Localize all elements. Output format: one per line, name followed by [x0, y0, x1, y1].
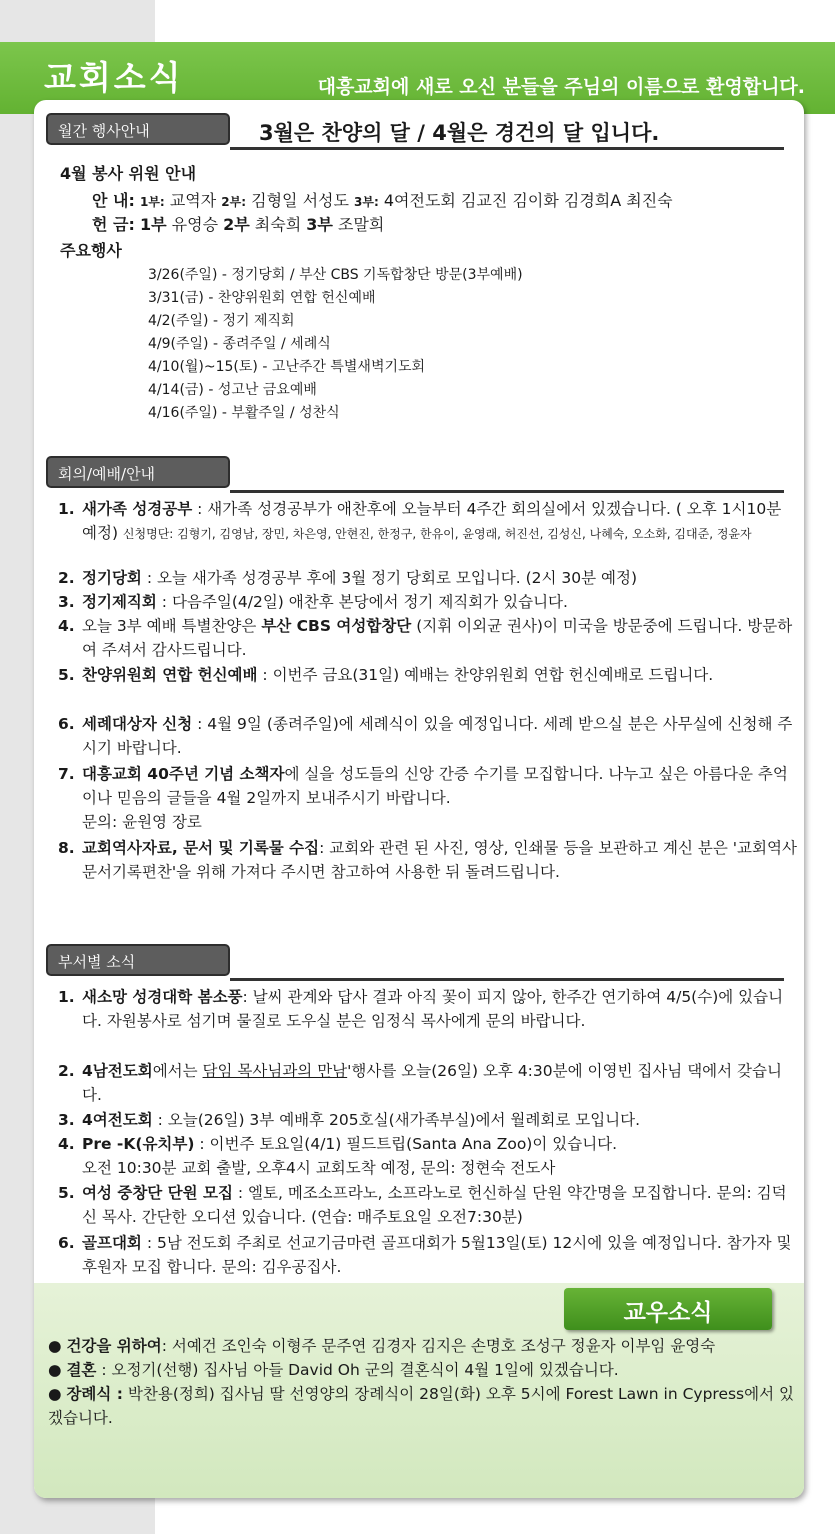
divider	[230, 978, 784, 981]
item-title: 찬양위원회 연합 헌신예배	[82, 666, 258, 684]
meeting-item-5	[58, 663, 798, 687]
item-number: 1.	[58, 500, 75, 518]
offering-part-3: 3부	[306, 215, 333, 234]
guide-part-3: 3부:	[354, 195, 379, 209]
guide-row	[92, 189, 673, 214]
event-item: 4/9(주일) - 종려주일 / 세례식	[148, 336, 331, 352]
meeting-item-1	[58, 497, 798, 546]
banner-title: 교회소식	[44, 58, 184, 97]
item-number: 3.	[58, 1111, 75, 1129]
offering-part-2: 2부	[223, 215, 250, 234]
contact-text: 오전 10:30분 교회 출발, 오후4시 교회도착 예정, 문의: 정현숙 전도사	[82, 1159, 556, 1177]
monthly-headline: 3월은 찬양의 달 / 4월은 경건의 달 입니다.	[259, 121, 660, 145]
item-title: 새소망 성경대학 봄소풍	[82, 988, 243, 1006]
item-title: 세례대상자 신청	[82, 715, 193, 733]
event-item: 3/26(주일) - 정기당회 / 부산 CBS 기독합창단 방문(3부예배)	[148, 267, 523, 283]
item-title: 장례식 :	[66, 1385, 123, 1403]
offering-row	[92, 213, 384, 236]
item-number: 2.	[58, 1062, 75, 1080]
item-text: : 오정기(선행) 집사님 아들 David Oh 군의 결혼식이 4월 1일에 있겠습니다.	[96, 1361, 619, 1379]
item-title: 대흥교회 40주년 기념 소책자	[82, 765, 285, 783]
offering-label: 헌 금:	[92, 215, 135, 234]
item-text: 에 실을 성도들의 신앙 간증 수기를 모집합니다. 나누고 싶은 아름다운 추억이나 믿음의 글들을 4월 2일까지 보내주시기 바랍니다.	[82, 765, 788, 807]
item-title: Pre -K(유치부)	[82, 1135, 195, 1153]
item-text: : 날씨 관계와 답사 결과 아직 꽃이 피지 않아, 한주간 연기하여 4/5(수)에 있습니다. 자원봉사로 섬기며 물질로 도우실 분은 임정식 목사에게 문의 바랍니다.	[82, 988, 784, 1030]
offering-name-2: 최숙희	[249, 215, 307, 234]
item-title: 골프대회	[82, 1234, 142, 1252]
meeting-item-3	[58, 590, 798, 614]
item-title: 정기당회	[82, 569, 142, 587]
item-text: : 이번주 토요일(4/1) 필드트립(Santa Ana Zoo)이 있습니다.	[194, 1135, 618, 1153]
item-title: 새가족 성경공부	[82, 500, 193, 518]
item-title: 교회역사자료, 문서 및 기록물 수집	[82, 839, 320, 857]
item-number: 5.	[58, 1184, 75, 1202]
banner-subtitle: 대흥교회에 새로 오신 분들을 주님의 이름으로 환영합니다.	[317, 76, 805, 98]
event-item: 4/16(주일) - 부활주일 / 성찬식	[148, 405, 340, 421]
item-number: 1.	[58, 988, 75, 1006]
dept-item-4	[58, 1132, 798, 1180]
item-number: 3.	[58, 593, 75, 611]
item-text: '행사를 오늘(26일) 오후 4:30분에 이영빈 집사님 댁에서 갖습니다.	[82, 1062, 782, 1104]
news-card	[34, 100, 804, 1498]
item-text: : 오늘 새가족 성경공부 후에 3월 정기 당회로 모입니다. (2시 30분 예정)	[141, 569, 638, 587]
guide-name-3: 4여전도회 김교진 김이화 김경희A 최진숙	[378, 191, 673, 210]
item-title: 여성 중창단 단원 모집	[82, 1184, 233, 1202]
member-news-item: ● 건강을 위하여: 서예건 조인숙 이형주 문주연 김경자 김지은 손명호 조성구 정윤자 이부임 윤영숙	[48, 1337, 716, 1355]
item-text: : 5남 전도회 주최로 선교기금마련 골프대회가 5월13일(토) 12시에 있을 예정입니다. 참가자 및 후원자 모집 합니다. 문의: 김우공집사.	[82, 1234, 792, 1276]
event-item: 4/10(월)~15(토) - 고난주간 특별새벽기도회	[148, 359, 426, 375]
meeting-item-2	[58, 566, 798, 590]
meeting-item-4	[58, 614, 798, 662]
guide-part-2: 2부:	[221, 195, 247, 209]
event-item: 4/14(금) - 성고난 금요예배	[148, 382, 317, 398]
item-title: 부산 CBS 여성합창단	[261, 617, 412, 635]
item-text: 에서는	[152, 1062, 203, 1080]
divider	[230, 147, 784, 150]
item-text: : 4월 9일 (종려주일)에 세례식이 있을 예정입니다. 세례 받으실 분은 사무실에 신청해 주시기 바랍니다.	[82, 715, 793, 757]
member-news-item: ● 결혼 : 오정기(선행) 집사님 아들 David Oh 군의 결혼식이 4월 1일에 있겠습니다.	[48, 1361, 619, 1379]
item-title: 4남전도회	[82, 1062, 153, 1080]
meeting-item-8	[58, 836, 798, 884]
events-title: 주요행사	[60, 241, 122, 260]
offering-name-1: 유영승	[166, 215, 224, 234]
dept-item-3	[58, 1108, 798, 1132]
offering-part-1: 1부	[139, 215, 167, 234]
section-tab-department: 부서별 소식	[46, 944, 230, 976]
item-text: 박찬용(정희) 집사님 딸 선영양의 장례식이 28일(화) 오후 5시에 Forest Lawn in Cypress에서 있겠습니다.	[48, 1385, 794, 1427]
item-text: : 오늘(26일) 3부 예배후 205호실(새가족부실)에서 월례회로 모입니다.	[152, 1111, 641, 1129]
dept-item-2	[58, 1059, 798, 1107]
item-title: 건강을 위하여	[66, 1337, 162, 1355]
event-name: 담임 목사님과의 만남	[202, 1062, 348, 1080]
item-text: : 다음주일(4/2일) 애찬후 본당에서 정기 제직회가 있습니다.	[156, 593, 568, 611]
item-number: 6.	[58, 715, 75, 733]
item-number: 4.	[58, 1135, 75, 1153]
volunteers-title: 4월 봉사 위원 안내	[60, 164, 197, 183]
meeting-item-7	[58, 762, 798, 834]
item-number: 6.	[58, 1234, 75, 1252]
guide-name-2: 김형일 서성도	[246, 191, 355, 210]
divider	[230, 490, 784, 493]
item-text: 오늘 3부 예배 특별찬양은	[82, 617, 262, 635]
meeting-item-6	[58, 712, 798, 760]
item-title: 4여전도회	[82, 1111, 153, 1129]
event-item: 4/2(주일) - 정기 제직회	[148, 313, 295, 329]
item-number: 8.	[58, 839, 75, 857]
item-number: 2.	[58, 569, 75, 587]
dept-item-5	[58, 1181, 798, 1229]
section-tab-meeting: 회의/예배/안내	[46, 456, 230, 488]
offering-name-3: 조말희	[332, 215, 385, 234]
contact-text: 문의: 윤원영 장로	[82, 813, 202, 831]
item-text: : 서예건 조인숙 이형주 문주연 김경자 김지은 손명호 조성구 정윤자 이부임 윤영숙	[161, 1337, 716, 1355]
section-tab-member-news: 교우소식	[564, 1288, 772, 1330]
item-number: 5.	[58, 666, 75, 684]
section-tab-monthly: 월간 행사안내	[46, 113, 230, 145]
item-text: : 새가족 성경공부가 애찬후에 오늘부터 4주간 회의실에서 있겠습니다. ( 오후 1시10분 예정)	[82, 500, 782, 542]
item-text: : 엘토, 메조소프라노, 소프라노로 헌신하실 단원 약간명을 모집합니다. 문의: 김덕신 목사. 간단한 오디션 있습니다. (연습: 매주토요일 오전7:30분)	[82, 1184, 787, 1226]
guide-name-1: 교역자	[164, 191, 222, 210]
item-title: 정기제직회	[82, 593, 157, 611]
item-number: 7.	[58, 765, 75, 783]
dept-item-6	[58, 1231, 798, 1279]
guide-label: 안 내:	[92, 191, 135, 210]
guide-part-1: 1부:	[139, 195, 165, 209]
dept-item-1	[58, 985, 798, 1033]
item-number: 4.	[58, 617, 75, 635]
member-news-item: ● 장례식 : 박찬용(정희) 집사님 딸 선영양의 장례식이 28일(화) 오후 5시에 Forest Lawn in Cypress에서 있겠습니다.	[48, 1385, 794, 1427]
event-item: 3/31(금) - 찬양위원회 연합 헌신예배	[148, 290, 376, 306]
applicant-list: 신청명단: 김형기, 김영남, 장민, 차은영, 안현진, 한정구, 한유이, 윤영래, 허진선, 김성신, 나혜숙, 오소화, 김대준, 정윤자	[122, 527, 752, 541]
item-title: 결혼	[66, 1361, 97, 1379]
item-text: : 이번주 금요(31일) 예배는 찬양위원회 연합 헌신예배로 드립니다.	[257, 666, 714, 684]
item-text: : 교회와 관련 된 사진, 영상, 인쇄물 등을 보관하고 계신 분은 '교회역사문서기록편찬'을 위해 가져다 주시면 참고하여 사용한 뒤 돌려드립니다.	[82, 839, 797, 881]
item-text: (지휘 이외균 권사)이 미국을 방문중에 드립니다. 방문하여 주셔서 감사드립니다.	[82, 617, 793, 659]
